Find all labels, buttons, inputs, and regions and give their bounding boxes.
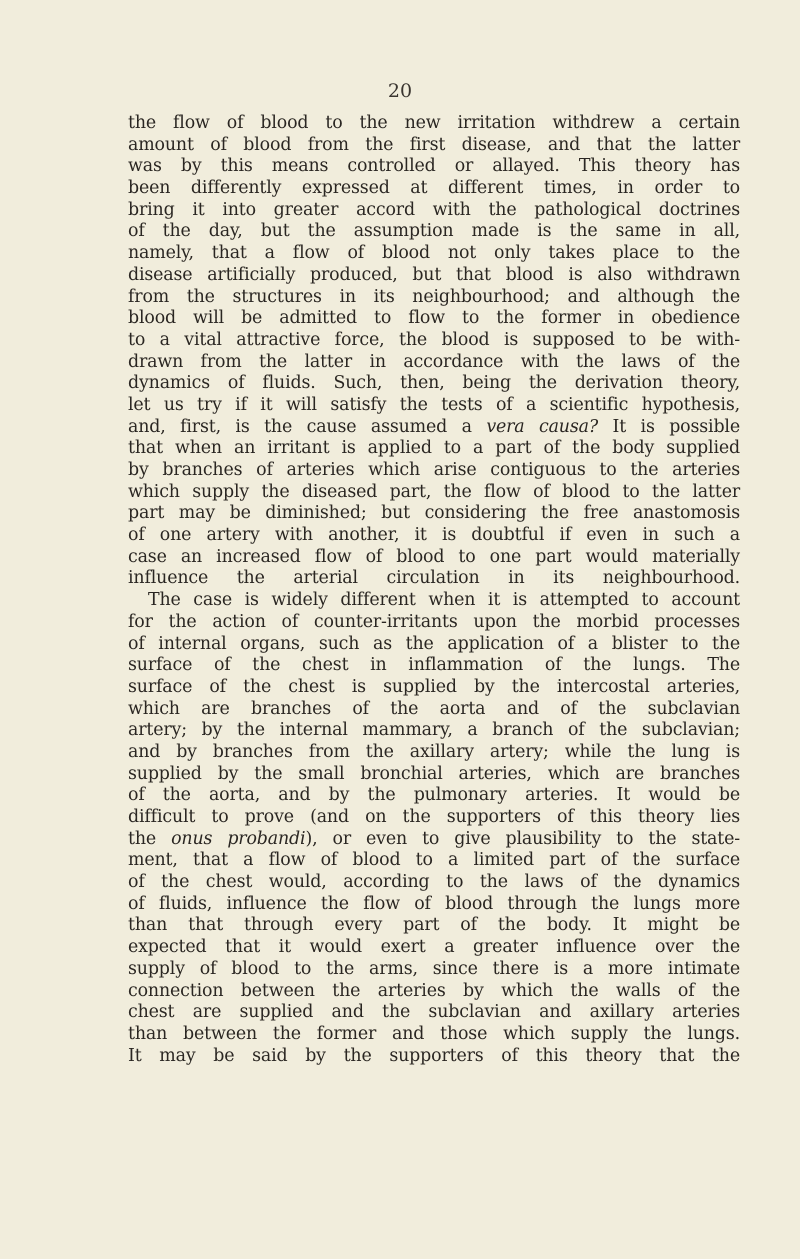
- text-segment: supplied by the small bronchial arteries, which are branches: [128, 763, 740, 784]
- text-segment: blood will be admitted to flow to the former in obedience: [128, 308, 740, 329]
- text-line: [128, 135, 740, 157]
- body-text: [128, 113, 740, 1067]
- text-segment: for the action of counter-irritants upon the morbid processes: [128, 611, 740, 632]
- text-line: [128, 1002, 740, 1024]
- text-line: [128, 655, 740, 677]
- text-segment: amount of blood from the first disease, and that the latter: [128, 134, 740, 155]
- text-segment: was by this means controlled or allayed. This theory has: [128, 156, 740, 177]
- text-line: [128, 981, 740, 1003]
- text-line: [128, 612, 740, 634]
- text-segment: influence the arterial circulation in its neighbourhood.: [128, 568, 740, 589]
- text-segment: ment, that a flow of blood to a limited part of the surface: [128, 850, 740, 871]
- text-line: [128, 872, 740, 894]
- text-segment: of internal organs, such as the application of a blister to the: [128, 633, 740, 654]
- text-line: [128, 265, 740, 287]
- text-line: [128, 308, 740, 330]
- text-line: [128, 156, 740, 178]
- text-line: [128, 850, 740, 872]
- text-line: [128, 178, 740, 200]
- text-segment: difficult to prove (and on the supporters of this theory lies: [128, 807, 740, 827]
- text-segment: surface of the chest is supplied by the intercostal arteries,: [128, 676, 740, 697]
- text-segment: The case is widely different when it is attempted to account: [148, 590, 740, 611]
- text-line: [128, 590, 740, 612]
- text-line: [128, 937, 740, 959]
- text-segment: than between the former and those which supply the lungs.: [128, 1023, 740, 1044]
- text-segment: connection between the arteries by which the walls of the: [128, 980, 740, 1001]
- text-segment: that when an irritant is applied to a part of the body supplied: [128, 438, 740, 459]
- text-segment: case an increased flow of blood to one part would materially: [128, 546, 740, 567]
- text-line: [128, 699, 740, 721]
- text-line: [128, 829, 740, 851]
- text-line: [128, 525, 740, 547]
- text-line: [128, 807, 740, 829]
- text-line: [128, 330, 740, 352]
- text-segment: which supply the diseased part, the flow of blood to the latter: [128, 481, 740, 502]
- text-segment: of fluids, influence the flow of blood through the lungs more: [128, 893, 740, 914]
- text-segment: the flow of blood to the new irritation withdrew a certain: [128, 113, 740, 133]
- text-segment: of the chest would, according to the laws of the dynamics: [128, 872, 740, 893]
- text-segment: and by branches from the axillary artery; while the lung is: [128, 741, 740, 762]
- text-segment: dynamics of fluids. Such, then, being the derivation theory,: [128, 373, 740, 394]
- text-segment: namely, that a flow of blood not only takes place to the: [128, 243, 740, 264]
- page-number: 20: [387, 80, 413, 102]
- italic-phrase: onus probandi: [171, 828, 306, 849]
- text-line: [128, 438, 740, 460]
- text-segment: It is possible: [598, 416, 740, 437]
- italic-phrase: vera causa?: [486, 416, 599, 437]
- text-line: [128, 482, 740, 504]
- text-line: [128, 460, 740, 482]
- text-line: [128, 287, 740, 309]
- text-line: [128, 417, 740, 439]
- text-segment: been differently expressed at different times, in order to: [128, 178, 740, 199]
- text-segment: than that through every part of the body. It might be: [128, 915, 740, 936]
- text-line: [128, 395, 740, 417]
- text-segment: by branches of arteries which arise contiguous to the arteries: [128, 460, 740, 480]
- text-line: [128, 894, 740, 916]
- text-segment: It may be said by the supporters of this theory that the: [128, 1045, 740, 1066]
- text-segment: drawn from the latter in accordance with the laws of the: [128, 351, 740, 372]
- text-segment: part may be diminished; but considering the free anastomosis: [128, 503, 740, 524]
- text-segment: let us try if it will satisfy the tests of a scientific hypothesis,: [128, 394, 740, 415]
- text-segment: ), or even to give plausibility to the state-: [305, 828, 740, 849]
- text-segment: expected that it would exert a greater influence over the: [128, 937, 740, 958]
- text-segment: from the structures in its neighbourhood; and although the: [128, 286, 740, 307]
- text-line: [128, 959, 740, 981]
- text-segment: of the aorta, and by the pulmonary arteries. It would be: [128, 785, 740, 806]
- text-segment: and, first, is the cause assumed a: [128, 416, 487, 437]
- text-segment: the: [128, 828, 172, 849]
- text-segment: of one artery with another, it is doubtful if even in such a: [128, 525, 740, 546]
- text-segment: chest are supplied and the subclavian and axillary arteries: [128, 1002, 740, 1023]
- text-line: [128, 1024, 740, 1046]
- text-line: [128, 547, 740, 569]
- text-line: [128, 503, 740, 525]
- text-line: [128, 785, 740, 807]
- text-segment: supply of blood to the arms, since there is a more intimate: [128, 958, 740, 979]
- text-line: [128, 1046, 740, 1068]
- text-segment: artery; by the internal mammary, a branch of the subclavian;: [128, 720, 740, 741]
- text-line: [128, 243, 740, 265]
- text-line: [128, 915, 740, 937]
- text-segment: of the day, but the assumption made is the same in all,: [128, 221, 740, 242]
- text-line: [128, 113, 740, 135]
- text-line: [128, 352, 740, 374]
- text-segment: which are branches of the aorta and of the subclavian: [128, 698, 740, 719]
- text-segment: surface of the chest in inflammation of the lungs. The: [128, 655, 740, 676]
- text-line: [128, 742, 740, 764]
- text-segment: disease artificially produced, but that blood is also withdrawn: [128, 264, 740, 285]
- text-line: [128, 373, 740, 395]
- text-line: [128, 720, 740, 742]
- text-line: [128, 764, 740, 786]
- text-line: [128, 221, 740, 243]
- text-line: [128, 568, 740, 590]
- text-segment: to a vital attractive force, the blood is supposed to be with-: [128, 329, 740, 350]
- text-line: [128, 634, 740, 656]
- text-segment: bring it into greater accord with the pathological doctrines: [128, 199, 740, 220]
- text-line: [128, 200, 740, 222]
- text-line: [128, 677, 740, 699]
